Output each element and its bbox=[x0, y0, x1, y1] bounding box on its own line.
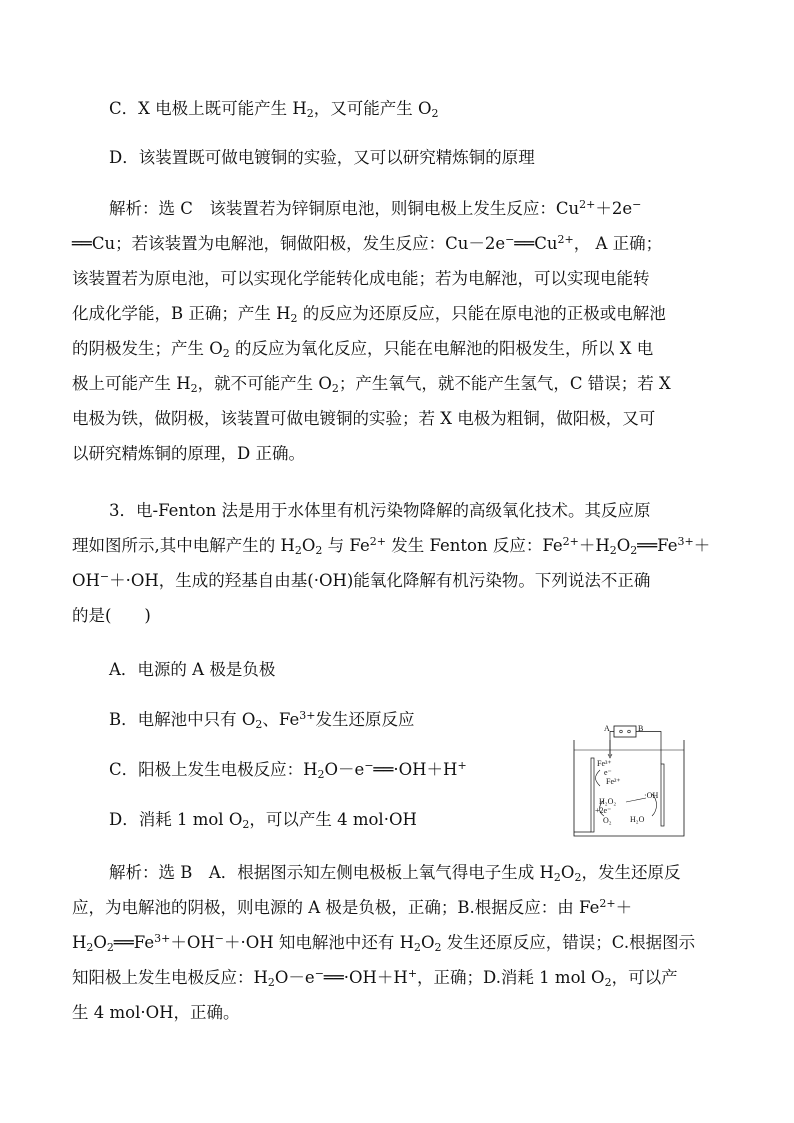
q3-option-b: B．电解池中只有 $O_2$、$Fe^{3+}$发生还原反应 bbox=[109, 709, 415, 731]
h2o-label: H₂O bbox=[630, 815, 645, 824]
prev-analysis-line-2: ══Cu；若该装置为电解池，铜做阳极，发生反应：$Cu-2e^-══Cu^{2+}$， A 正确； bbox=[72, 233, 663, 253]
q3-stem-line-4: 的是( ) bbox=[72, 606, 151, 625]
h2o2-label: H₂O₂ bbox=[599, 797, 617, 806]
power-source-box bbox=[614, 726, 636, 737]
q3-analysis-line-2: 应，为电解池的阴极，则电源的 A 极是负极，正确；B.根据反应：由 $Fe^{2+}+$ bbox=[72, 897, 633, 917]
cathode-plate bbox=[591, 758, 594, 832]
prev-analysis-line-8: 以研究精炼铜的原理，D 正确。 bbox=[72, 444, 305, 463]
q3-option-c: C．阳极上发生电极反应：$H_2O-e^-══\cdot OH+H^+$ bbox=[109, 759, 467, 781]
label-b: B bbox=[638, 724, 644, 733]
prev-analysis-line-5: 的阴极发生；产生 $O_2$ 的反应为氧化反应，只能在电解池的阳极发生，所以 X 电 bbox=[72, 339, 654, 360]
anode-plate bbox=[661, 764, 664, 826]
q3-analysis-line-5: 生 4 mol·OH，正确。 bbox=[72, 1003, 240, 1022]
plus2e-label: +2e⁻ bbox=[595, 806, 612, 815]
electrolysis-cell-diagram bbox=[566, 720, 688, 842]
o2-label: O₂ bbox=[603, 816, 612, 825]
oh-label: ·OH bbox=[644, 791, 659, 800]
prev-analysis-line-7: 电极为铁，做阴极，该装置可做电镀铜的实验；若 X 电极为粗铜，做阳极，又可 bbox=[72, 409, 656, 428]
prev-analysis-line-1: 解析：选 C 该装置若为锌铜原电池，则铜电极上发生反应：$Cu^{2+}+2e^-$ bbox=[109, 198, 642, 218]
q3-analysis-line-3: $H_2O_2══Fe^{3+}+OH^-+\cdot OH$ 知电解池中还有 $H_2O_2$ 发生还原反应，错误；C.根据图示 bbox=[72, 932, 696, 954]
q3-stem-line-2: 理如图所示,其中电解产生的 $H_2O_2$ 与 $Fe^{2+}$ 发生 Fenton 反应：$Fe^{2+}+H_2O_2══Fe^{3+}+$ bbox=[72, 535, 711, 557]
q3-option-a: A．电源的 A 极是负极 bbox=[109, 660, 276, 679]
prev-analysis-line-3: 该装置若为原电池，可以实现化学能转化成电能；若为电解池，可以实现电能转 bbox=[72, 269, 650, 288]
q3-option-d: D．消耗 1 mol $O_2$，可以产生 4 mol·OH bbox=[109, 810, 417, 831]
prev-analysis-line-4: 化成化学能，B 正确；产生 $H_2$ 的反应为还原反应，只能在原电池的正极或电解池 bbox=[72, 304, 666, 325]
fe2-label: Fe²⁺ bbox=[606, 777, 621, 786]
q3-analysis-line-4: 知阳极上发生电极反应：$H_2O-e^-══\cdot OH+H^+$，正确；D.消耗 1 mol $O_2$，可以产 bbox=[72, 967, 678, 989]
prev-option-d: D．该装置既可做电镀铜的实验，又可以研究精炼铜的原理 bbox=[109, 148, 535, 167]
q3-stem-line-3: OH−＋·OH，生成的羟基自由基(·OH)能氧化降解有机污染物。下列说法不正确 bbox=[72, 570, 651, 590]
q3-stem-line-1: 3．电-Fenton 法是用于水体里有机污染物降解的高级氧化技术。其反应原 bbox=[109, 501, 651, 520]
fe3-label: Fe³⁺ bbox=[597, 759, 612, 768]
electrolyte-container bbox=[574, 740, 684, 836]
q3-analysis-line-1: 解析：选 B A．根据图示知左侧电极板上氧气得电子生成 $H_2O_2$，发生还原反 bbox=[109, 863, 681, 884]
prev-option-c: C．X 电极上既可能产生 $H_2$，又可能产生 $O_2$ bbox=[109, 99, 439, 120]
electron-label: e⁻ bbox=[604, 768, 612, 777]
label-a: A bbox=[604, 724, 610, 733]
prev-analysis-line-6: 极上可能产生 $H_2$，就不可能产生 $O_2$；产生氧气，就不能产生氢气，C 错误；若 X bbox=[72, 374, 671, 395]
